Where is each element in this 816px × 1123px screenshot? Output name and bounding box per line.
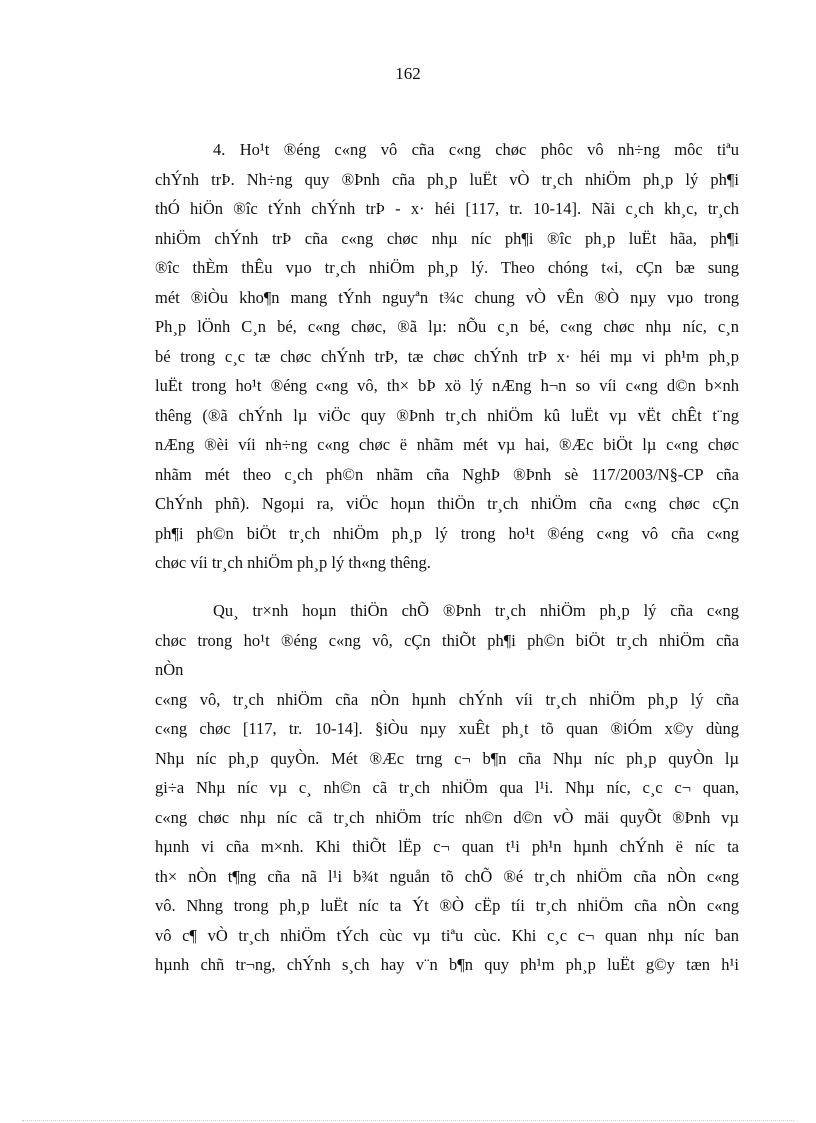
text-line: nhãm mét theo c¸ch ph©n nhãm cña NghÞ ®Þnh sè 117/2003/N§-CP cña	[155, 464, 739, 484]
text-line: chÝnh trÞ. Nh÷ng quy ®Þnh cña ph¸p luËt vÒ tr¸ch nhiÖm ph¸p lý ph¶i	[155, 169, 739, 189]
text-line: thêng (®ã chÝnh lµ viÖc quy ®Þnh tr¸ch nhiÖm kû luËt vµ vËt chÊt t¨ng	[155, 405, 739, 425]
text-line: vô. Nhng trong ph¸p luËt níc ta Ýt ®Ò cËp tíi tr¸ch nhiÖm cña nÒn c«ng	[155, 896, 739, 915]
text-line: vô c¶ vÒ tr¸ch nhiÖm tÝch cùc vµ tiªu cùc. Khi c¸c c¬ quan nhµ níc ban	[155, 925, 739, 945]
page-number: 162	[395, 64, 421, 83]
text-line: hµnh chñ tr¬ng, chÝnh s¸ch hay v¨n b¶n quy ph¹m ph¸p luËt g©y tæn h¹i	[155, 955, 739, 974]
text-line: chøc trong ho¹t ®éng c«ng vô, cÇn thiÕt ph¶i ph©n biÖt tr¸ch nhiÖm cña	[155, 630, 739, 650]
text-line: nÆng ®èi víi nh÷ng c«ng chøc ë nhãm mét vµ hai, ®Æc biÖt lµ c«ng chøc	[155, 435, 739, 454]
text-line: c«ng chøc nhµ níc cã tr¸ch nhiÖm tríc nh©n d©n vÒ mäi quyÕt ®Þnh vµ	[155, 807, 739, 827]
text-line: th× nÒn t¶ng cña nã l¹i b¾t nguån tõ chÕ ®é tr¸ch nhiÖm cña nÒn c«ng	[155, 866, 739, 886]
text-line: luËt trong ho¹t ®éng c«ng vô, th× bÞ xö lý nÆng h¬n so víi c«ng d©n b×nh	[155, 376, 739, 395]
text-line: nhiÖm chÝnh trÞ cña c«ng chøc nhµ níc ph¶i ®îc ph¸p luËt hãa, ph¶i	[155, 228, 739, 248]
text-line: nÒn	[155, 660, 184, 679]
page-bottom-divider	[22, 1120, 794, 1121]
text-line: c«ng vô, tr¸ch nhiÖm cña nÒn hµnh chÝnh víi tr¸ch nhiÖm ph¸p lý cña	[155, 689, 739, 709]
text-line: mét ®iÒu kho¶n mang tÝnh nguyªn t¾c chung vÒ vÊn ®Ò nµy vµo trong	[155, 287, 739, 307]
text-line: ph¶i ph©n biÖt tr¸ch nhiÖm ph¸p lý trong ho¹t ®éng c«ng vô cña c«ng	[155, 523, 739, 543]
text-line: hµnh vi cña m×nh. Khi thiÕt lËp c¬ quan t¹i ph¹n hµnh chÝnh ë níc ta	[155, 837, 739, 856]
text-line: c«ng chøc [117, tr. 10-14]. §iÒu nµy xuÊt ph¸t tõ quan ®iÓm x©y dùng	[155, 719, 739, 738]
text-line: Ph¸p lÖnh C¸n bé, c«ng chøc, ®ã lµ: nÕu c¸n bé, c«ng chøc nhµ níc, c¸n	[155, 317, 739, 336]
text-line: Qu¸ tr×nh hoµn thiÖn chÕ ®Þnh tr¸ch nhiÖm ph¸p lý cña c«ng	[213, 601, 739, 620]
text-line: ®îc thÈm thÊu vµo tr¸ch nhiÖm ph¸p lý. Theo chóng t«i, cÇn bæ sung	[155, 258, 739, 277]
text-line: bé trong c¸c tæ chøc chÝnh trÞ, tæ chøc chÝnh trÞ x· héi mµ vi ph¹m ph¸p	[155, 346, 739, 366]
paragraph-2	[155, 596, 739, 980]
text-line: thÓ hiÖn ®îc tÝnh chÝnh trÞ - x· héi [117, tr. 10-14]. Nãi c¸ch kh¸c, tr¸ch	[155, 199, 739, 218]
paragraph-1	[155, 135, 739, 578]
text-line: gi÷a Nhµ níc vµ c¸ nh©n cã tr¸ch nhiÖm qua l¹i. Nhµ níc, c¸c c¬ quan,	[155, 778, 739, 797]
text-line: chøc víi tr¸ch nhiÖm ph¸p lý th«ng thêng.	[155, 553, 431, 572]
text-line: ChÝnh phñ). Ngoµi ra, viÖc hoµn thiÖn tr¸ch nhiÖm cña c«ng chøc cÇn	[155, 494, 739, 513]
text-line: 4. Ho¹t ®éng c«ng vô cña c«ng chøc phôc vô nh÷ng môc tiªu	[213, 140, 739, 159]
text-line: Nhµ níc ph¸p quyÒn. Mét ®Æc trng c¬ b¶n cña Nhµ níc ph¸p quyÒn lµ	[155, 748, 739, 768]
